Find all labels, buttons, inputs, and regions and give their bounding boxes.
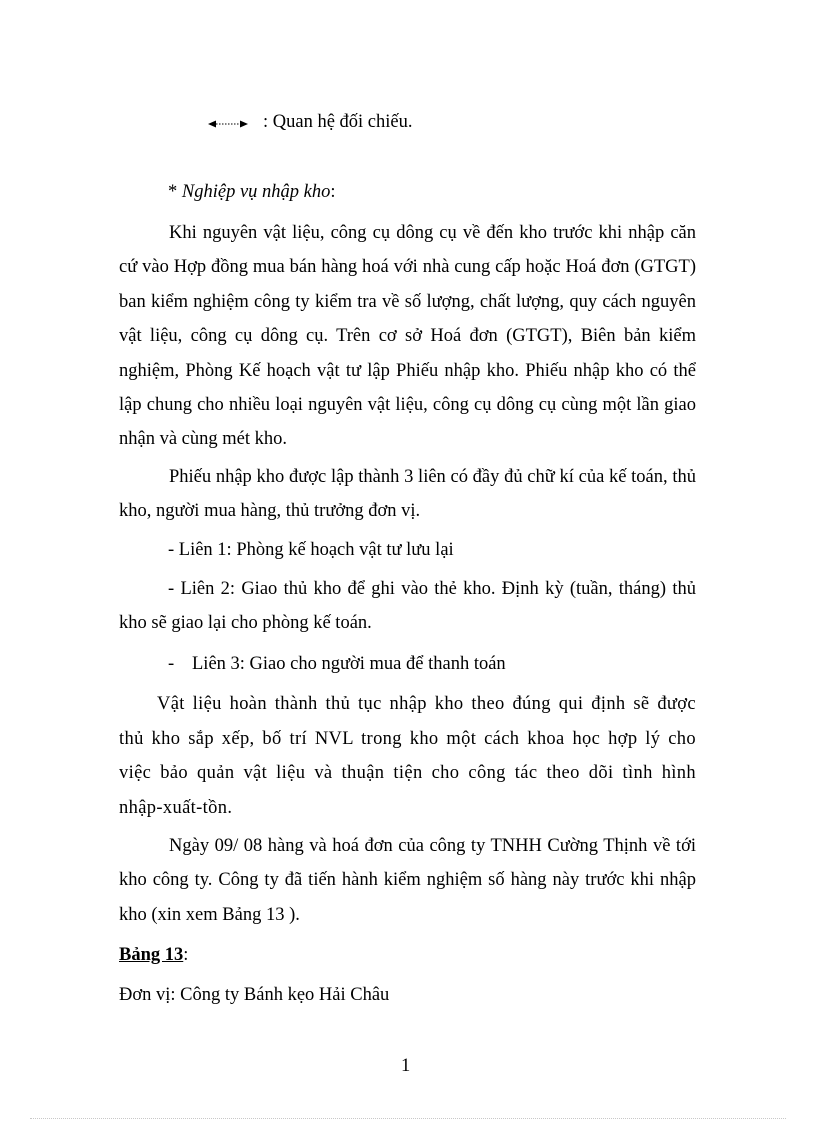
page-number: 1 (401, 1056, 411, 1076)
paragraph-vat-lieu: Vật liệu hoàn thành thủ tục nhập kho theo đúng qui định sẽ được thủ kho sắp xếp, bố trí NVL trong kho một cách khoa học hợp lý cho việc bảo quản vật liệu và thuận tiện cho công tác theo dõi tình hình nhập-xuất-tồn. (119, 694, 696, 818)
section-heading-prefix: * (168, 182, 182, 202)
section-heading-suffix: : (330, 182, 336, 202)
unit-line: Đơn vị: Công ty Bánh kẹo Hải Châu (119, 985, 390, 1005)
page-bottom-divider (30, 1118, 786, 1119)
section-heading-text: Nghiệp vụ nhập kho (181, 182, 331, 202)
list-item-lien-2: - Liên 2: Giao thủ kho để ghi vào thẻ kho. Định kỳ (tuần, tháng) thủ kho sẽ giao lại cho phòng kế toán. (119, 579, 696, 634)
table-reference-label: Bảng 13 (119, 945, 184, 965)
legend-text: : Quan hệ đối chiếu. (263, 112, 413, 132)
table-reference-suffix: : (183, 945, 189, 965)
list-item-lien-3-dash: - (168, 654, 175, 674)
list-item-lien-1: - Liên 1: Phòng kế hoạch vật tư lưu lại (168, 540, 454, 560)
paragraph-nhap-kho: Khi nguyên vật liệu, công cụ dông cụ về đến kho trước khi nhập căn cứ vào Hợp đồng mua bán hàng hoá với nhà cung cấp hoặc Hoá đơn (GTGT) ban kiểm nghiệm công ty kiểm tra về số lượng, chất lượng, quy cách nguyên vật liệu, công cụ dông cụ. Trên cơ sở Hoá đơn (GTGT), Biên bản kiểm nghiệm, Phòng Kế hoạch vật tư lập Phiếu nhập kho. Phiếu nhập kho có thể lập chung cho nhiều loại nguyên vật liệu, công cụ dông cụ cùng một lần giao nhận và cùng mét kho. (119, 223, 696, 450)
table-reference (119, 946, 188, 965)
section-heading (168, 183, 336, 202)
paragraph-ngay-0908: Ngày 09/ 08 hàng và hoá đơn của công ty TNHH Cường Thịnh về tới kho công ty. Công ty đã tiến hành kiểm nghiệm số hàng này trước khi nhập kho (xin xem Bảng 13 ). (119, 836, 696, 925)
list-item-lien-3: Liên 3: Giao cho người mua để thanh toán (192, 654, 506, 674)
paragraph-phieu-nhap-kho: Phiếu nhập kho được lập thành 3 liên có đầy đủ chữ kí của kế toán, thủ kho, người mua hàng, thủ trưởng đơn vị. (119, 467, 696, 522)
double-arrow-icon (208, 119, 248, 129)
